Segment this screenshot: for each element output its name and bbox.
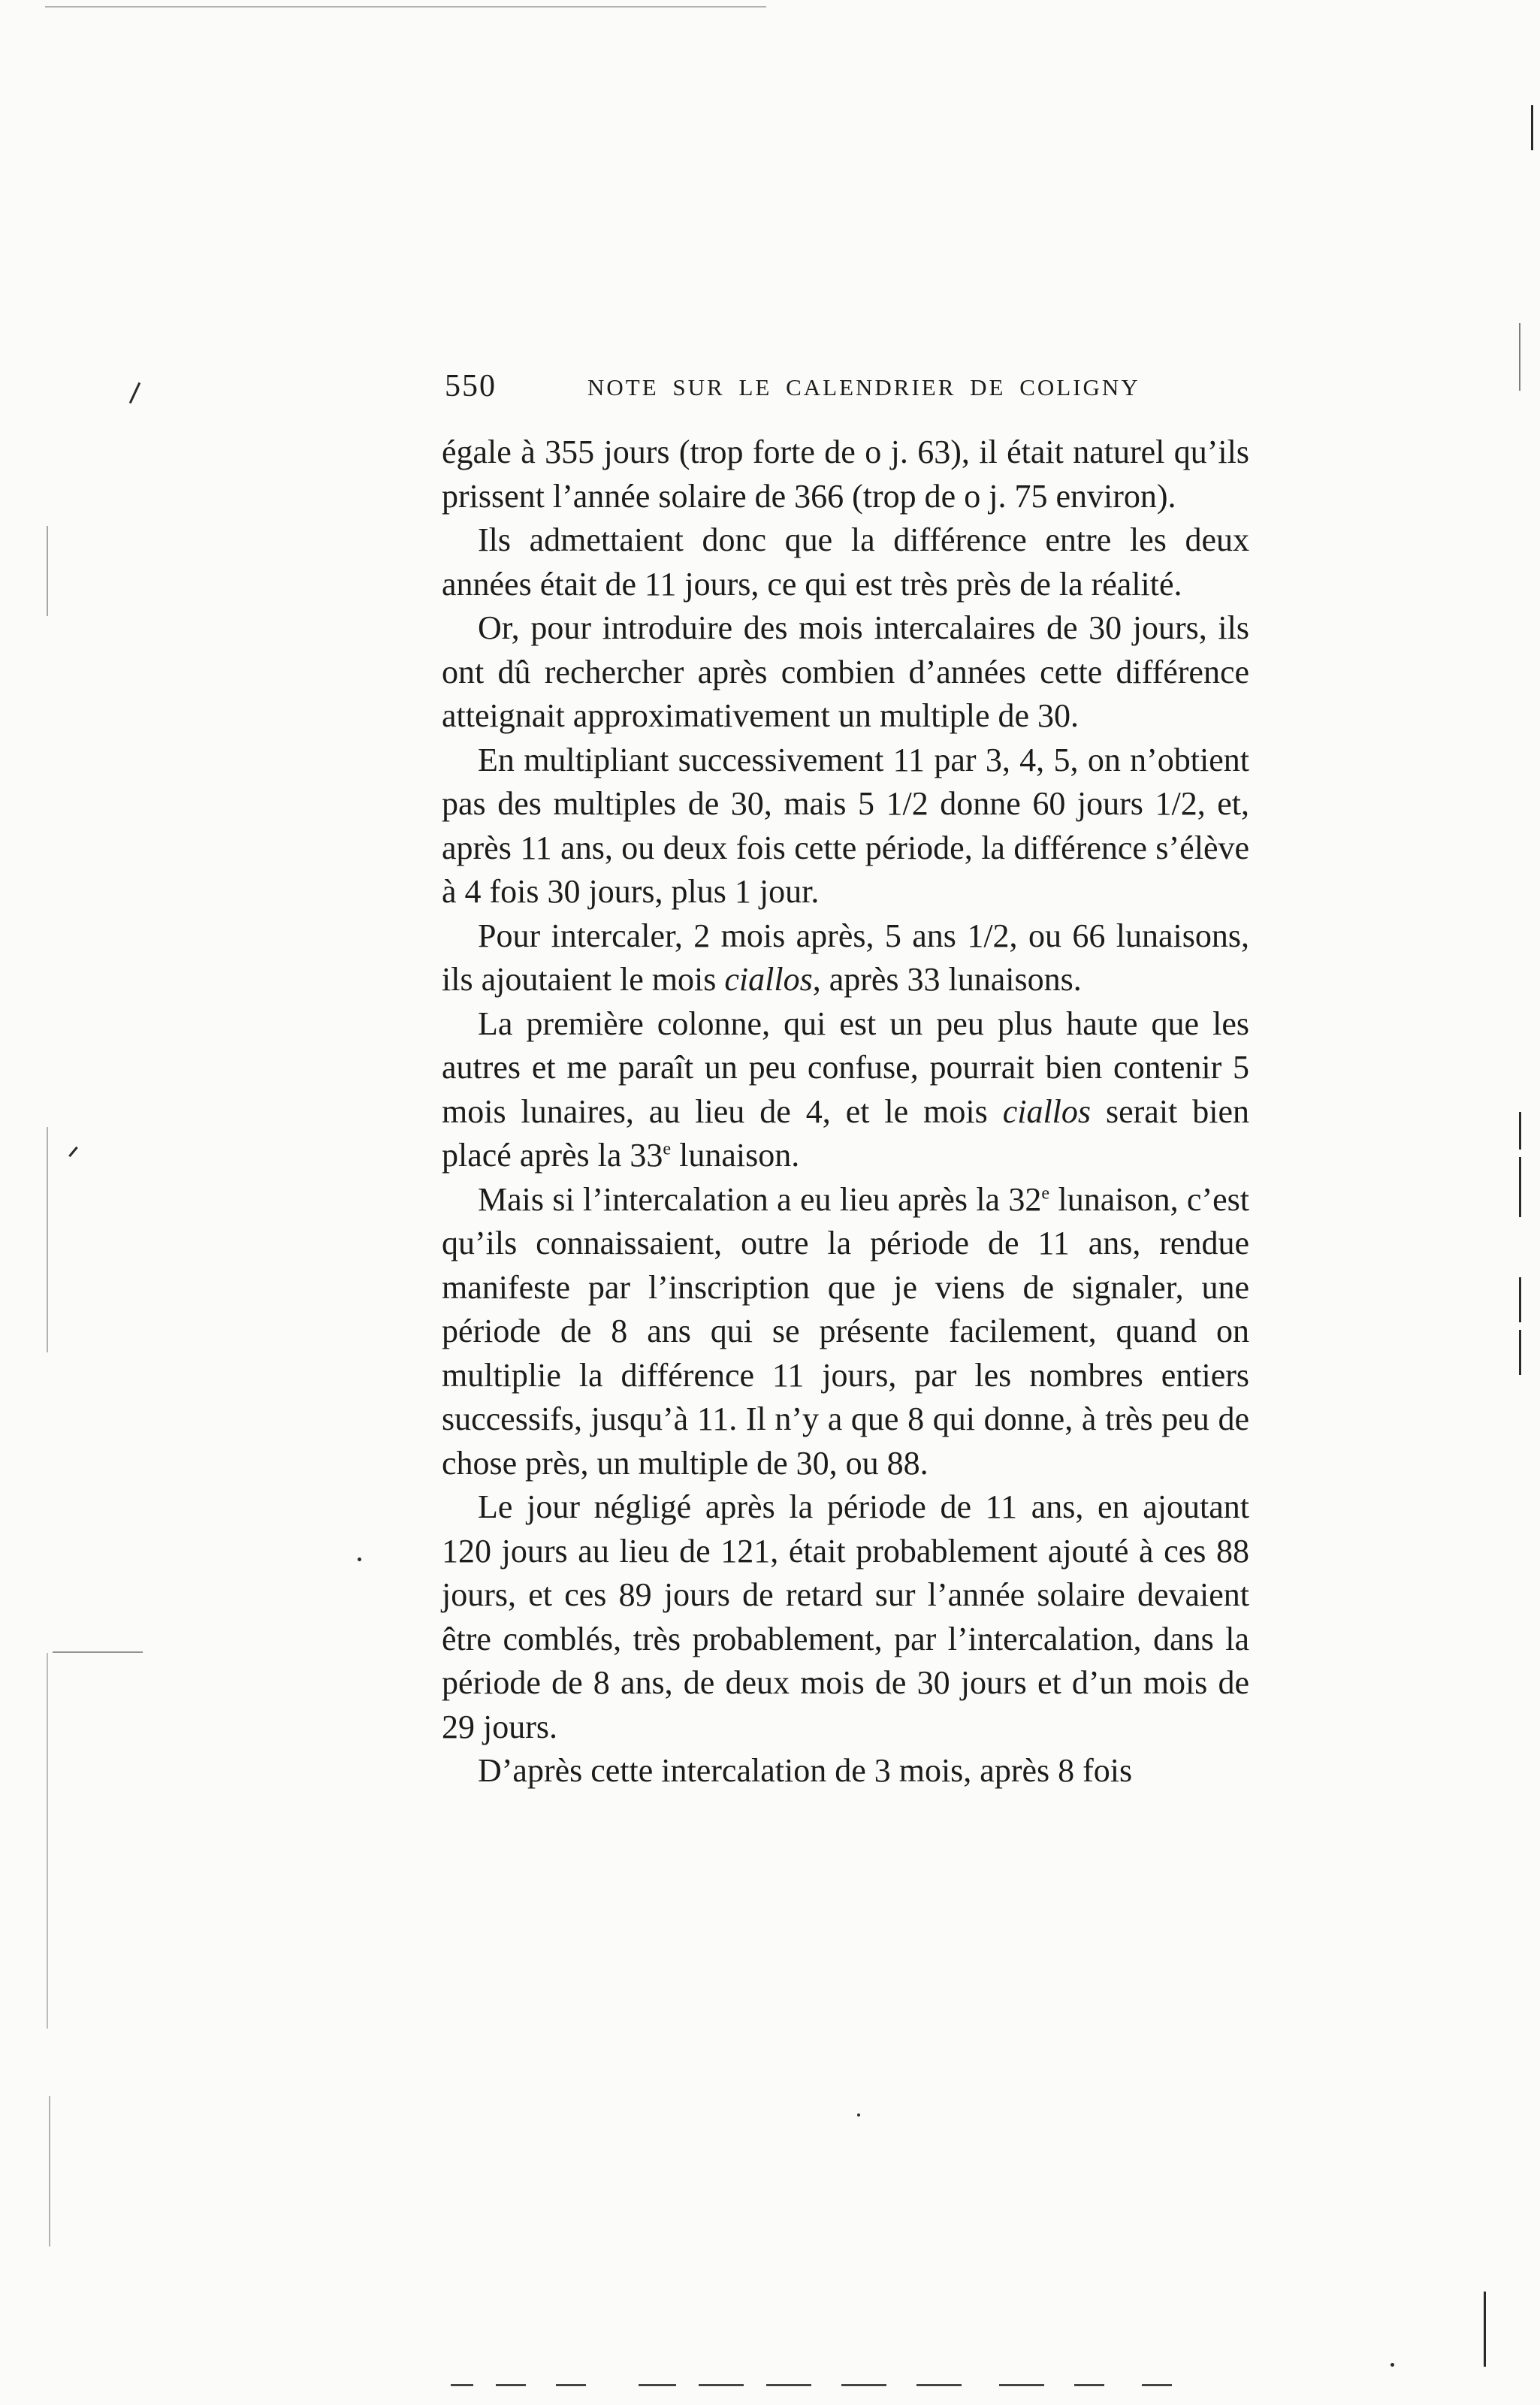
scan-mark-right-7 bbox=[1484, 2292, 1486, 2367]
paragraph-9: D’après cette intercalation de 3 mois, après 8 fois bbox=[478, 1752, 1133, 1789]
scan-mark-right-4 bbox=[1519, 1157, 1521, 1217]
paragraph-8: Le jour négligé après la période de 11 ans, en ajoutant 120 jours au lieu de 121, était probablement ajouté à ces 88 jours, et ces 89 jours de retard sur l’année solaire devaient être comblés, très probablement, par l’intercalation, dans la période de 8 ans, de deux mois de 30 jours et d’un mois de 29 jours. bbox=[442, 1488, 1249, 1745]
paragraph-6-superscript: e bbox=[663, 1138, 672, 1159]
paragraph-6-tail: lunaison. bbox=[671, 1137, 800, 1174]
scan-mark-left-3 bbox=[47, 1653, 48, 2029]
paragraph-7-superscript: e bbox=[1041, 1182, 1050, 1203]
scan-tick-top-left bbox=[129, 382, 140, 403]
body-text bbox=[442, 431, 1249, 1793]
scan-dot-2 bbox=[857, 2113, 860, 2116]
scan-dot-3 bbox=[1391, 2363, 1394, 2367]
running-head bbox=[445, 368, 1249, 413]
paragraph-6-italic: ciallos bbox=[1002, 1092, 1092, 1130]
page-number: 550 bbox=[445, 369, 497, 403]
paragraph-5-tail: , après 33 lunaisons. bbox=[812, 961, 1082, 998]
scan-mark-right-2 bbox=[1519, 323, 1520, 391]
paragraph-1: égale à 355 jours (trop forte de o j. 63), il était naturel qu’ils prissent l’année solaire de 366 (trop de o j. 75 environ). bbox=[442, 434, 1249, 515]
running-title: NOTE SUR LE CALENDRIER DE COLIGNY bbox=[587, 374, 1140, 400]
scan-mark-right-1 bbox=[1531, 105, 1533, 150]
scan-mark-right-5 bbox=[1519, 1277, 1521, 1322]
paragraph-7-text: Mais si l’intercalation a eu lieu après la 32 bbox=[478, 1180, 1042, 1218]
scan-bottom-dashes bbox=[451, 2384, 1315, 2388]
scan-mark-left-2 bbox=[47, 1127, 48, 1352]
paragraph-3: Or, pour introduire des mois intercalaires de 30 jours, ils ont dû rechercher après combien d’années cette différence atteignait approximativement un multiple de 30. bbox=[442, 609, 1249, 734]
scan-dot-1 bbox=[358, 1558, 361, 1561]
paragraph-7-tail: lunaison, c’est qu’ils connaissaient, outre la période de 11 ans, rendue manifeste par l’inscription que je viens de signaler, une période de 8 ans qui se présente facilement, quand on multiplie la différence 11 jours, par les nombres entiers successifs, jusqu’à 11. Il n’y a que 8 qui donne, à très peu de chose près, un multiple de 30, ou 88. bbox=[442, 1180, 1249, 1482]
scan-mark-right-3 bbox=[1519, 1112, 1521, 1150]
paragraph-5-italic: ciallos bbox=[724, 961, 813, 998]
scan-top-edge bbox=[45, 6, 766, 8]
scan-rule-left bbox=[53, 1651, 143, 1653]
scan-mark-right-6 bbox=[1519, 1330, 1521, 1375]
scan-mark-left-1 bbox=[47, 526, 48, 616]
paragraph-6-text: La première colonne, qui est un peu plus haute que les autres et me paraît un peu confuse, pourrait bien contenir 5 mois lunaires, au lieu de 4, et le mois bbox=[442, 1005, 1249, 1130]
paragraph-6-mid: serait bien placé après la 33 bbox=[442, 1092, 1249, 1174]
paragraph-5 bbox=[442, 914, 1249, 1002]
paragraph-2: Ils admettaient donc que la différence entre les deux années était de 11 jours, ce qui est très près de la réalité. bbox=[442, 521, 1249, 603]
paragraph-5-text: Pour intercaler, 2 mois après, 5 ans 1/2, ou 66 lunaisons, ils ajoutaient le mois bbox=[442, 917, 1249, 998]
scan-tick-mid-left bbox=[68, 1147, 78, 1157]
scan-mark-left-4 bbox=[49, 2096, 50, 2246]
paragraph-4: En multipliant successivement 11 par 3, 4, 5, on n’obtient pas des multiples de 30, mais 5 1/2 donne 60 jours 1/2, et, après 11 ans, ou deux fois cette période, la différence s’élève à 4 fois 30 jours, plus 1 jour. bbox=[442, 741, 1249, 910]
paragraph-6 bbox=[442, 1002, 1249, 1178]
paragraph-7 bbox=[442, 1178, 1249, 1486]
